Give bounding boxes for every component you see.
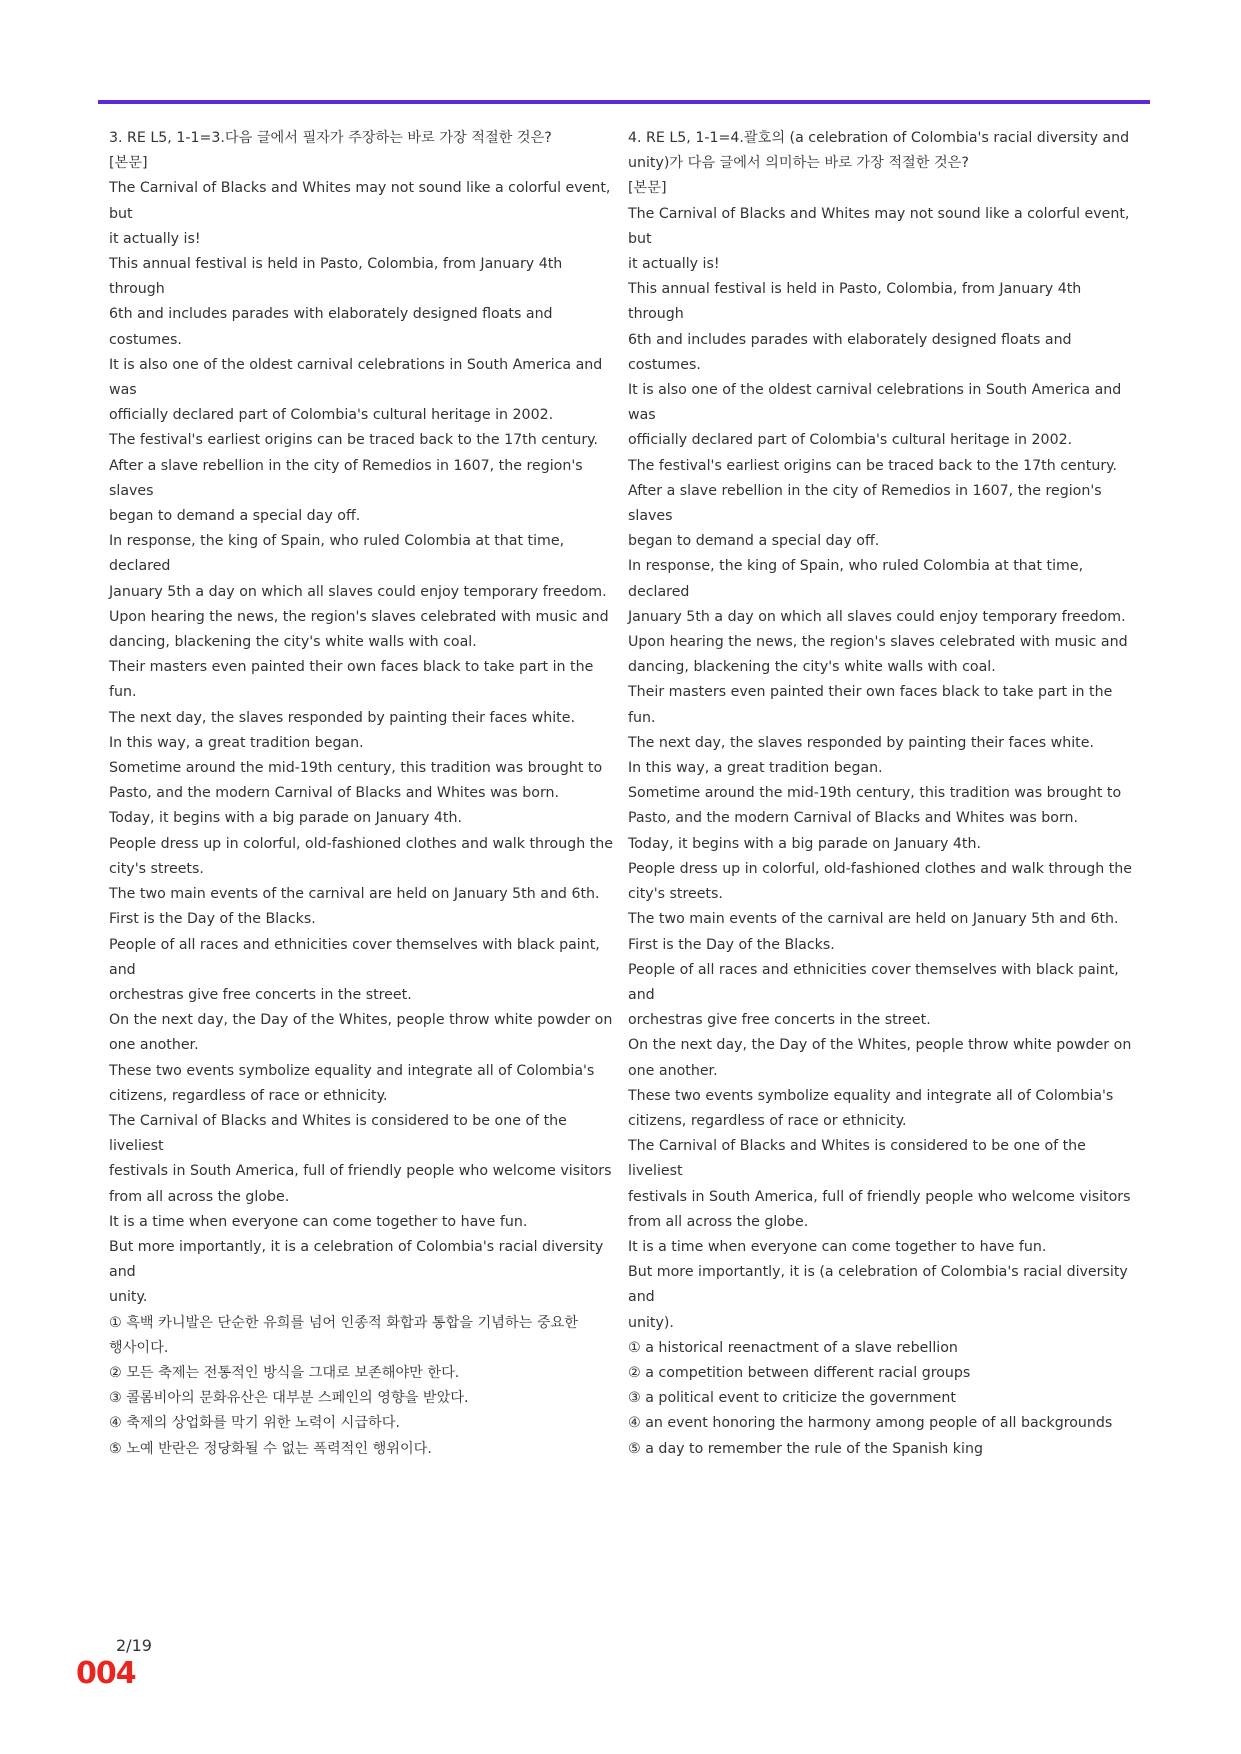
question-4-line: The two main events of the carnival are held on January 5th and 6th. xyxy=(628,911,1119,928)
question-4-line: First is the Day of the Blacks. xyxy=(628,936,835,953)
question-3-line: Their masters even painted their own faces black to take part in the fun. xyxy=(109,659,598,701)
question-4-line: The Carnival of Blacks and Whites is considered to be one of the liveliest xyxy=(628,1138,1091,1180)
question-4-line: ② a competition between different racial groups xyxy=(628,1364,971,1381)
question-3-line: festivals in South America, full of friendly people who welcome visitors xyxy=(109,1163,612,1180)
question-3-line: ④ 축제의 상업화를 막기 위한 노력이 시급하다. xyxy=(109,1415,400,1432)
question-3-line: The festival's earliest origins can be traced back to the 17th century. xyxy=(109,432,599,449)
question-3-line: These two events symbolize equality and integrate all of Colombia's xyxy=(109,1062,595,1079)
question-4-line: one another. xyxy=(628,1062,718,1079)
question-3-line: January 5th a day on which all slaves could enjoy temporary freedom. xyxy=(109,583,607,600)
question-4-line: ⑤ a day to remember the rule of the Spanish king xyxy=(628,1440,983,1457)
question-3-line: [본문] xyxy=(109,155,148,172)
question-3-line: The Carnival of Blacks and Whites is considered to be one of the liveliest xyxy=(109,1112,572,1155)
question-3-line: But more importantly, it is a celebration of Colombia's racial diversity and xyxy=(109,1238,608,1281)
question-4-line: The Carnival of Blacks and Whites may not sound like a colorful event, but xyxy=(628,205,1134,247)
header-rule xyxy=(98,100,1150,104)
question-3-line: On the next day, the Day of the Whites, people throw white powder on xyxy=(109,1012,613,1029)
question-3-line: began to demand a special day off. xyxy=(109,508,361,525)
question-4-line: These two events symbolize equality and integrate all of Colombia's xyxy=(628,1087,1114,1104)
question-3-line: 6th and includes parades with elaborately designed floats and costumes. xyxy=(109,306,558,348)
question-4-line: [본문] xyxy=(628,180,667,197)
question-4-line: Today, it begins with a big parade on January 4th. xyxy=(628,835,981,852)
question-4-line: It is a time when everyone can come together to have fun. xyxy=(628,1238,1047,1255)
question-4-line: ④ an event honoring the harmony among people of all backgrounds xyxy=(628,1415,1113,1432)
question-3-line: unity. xyxy=(109,1289,148,1306)
question-4-line: The festival's earliest origins can be traced back to the 17th century. xyxy=(628,457,1118,474)
question-4-line: festivals in South America, full of friendly people who welcome visitors xyxy=(628,1188,1131,1205)
question-4-line: On the next day, the Day of the Whites, people throw white powder on xyxy=(628,1037,1132,1054)
question-4-line: After a slave rebellion in the city of Remedios in 1607, the region's slaves xyxy=(628,482,1107,525)
question-3-line: After a slave rebellion in the city of Remedios in 1607, the region's slaves xyxy=(109,457,588,499)
question-4-line: Their masters even painted their own faces black to take part in the fun. xyxy=(628,684,1117,726)
question-4-line: But more importantly, it is (a celebration of Colombia's racial diversity and xyxy=(628,1264,1133,1306)
question-4-line: People dress up in colorful, old-fashioned clothes and walk through the xyxy=(628,860,1133,877)
question-3-line: People dress up in colorful, old-fashioned clothes and walk through the xyxy=(109,835,614,852)
question-4-column xyxy=(628,126,1138,1462)
question-3-line: it actually is! xyxy=(109,230,201,247)
question-3-line: Sometime around the mid-19th century, this tradition was brought to xyxy=(109,760,603,777)
question-3-line: Pasto, and the modern Carnival of Blacks and Whites was born. xyxy=(109,785,560,802)
question-3-line: This annual festival is held in Pasto, Colombia, from January 4th through xyxy=(109,256,567,298)
question-3-line: In response, the king of Spain, who ruled Colombia at that time, declared xyxy=(109,533,569,575)
question-4-line: began to demand a special day off. xyxy=(628,533,880,550)
question-4-line: Sometime around the mid-19th century, this tradition was brought to xyxy=(628,785,1122,802)
question-4-line: It is also one of the oldest carnival celebrations in South America and was xyxy=(628,382,1126,424)
question-3-line: ② 모든 축제는 전통적인 방식을 그대로 보존해야만 한다. xyxy=(109,1364,460,1381)
question-3-line: ③ 콜롬비아의 문화유산은 대부분 스페인의 영향을 받았다. xyxy=(109,1390,469,1407)
question-3-line: citizens, regardless of race or ethnicity. xyxy=(109,1087,388,1104)
question-4-line: 6th and includes parades with elaborately designed floats and costumes. xyxy=(628,331,1077,373)
question-4-line: citizens, regardless of race or ethnicity. xyxy=(628,1112,907,1129)
question-4-line: ① a historical reenactment of a slave rebellion xyxy=(628,1339,958,1356)
question-3-line: orchestras give free concerts in the street. xyxy=(109,986,412,1003)
question-4-line: This annual festival is held in Pasto, Colombia, from January 4th through xyxy=(628,281,1086,323)
question-3-column xyxy=(109,126,619,1462)
question-4-line: city's streets. xyxy=(628,886,723,903)
question-3-line: First is the Day of the Blacks. xyxy=(109,911,316,928)
question-3-line: city's streets. xyxy=(109,860,204,877)
question-3-line: ⑤ 노예 반란은 정당화될 수 없는 폭력적인 행위이다. xyxy=(109,1440,432,1457)
page-indicator: 2/19 xyxy=(116,1636,152,1655)
question-4-line: ③ a political event to criticize the government xyxy=(628,1390,956,1407)
question-3-line: The Carnival of Blacks and Whites may not sound like a colorful event, but xyxy=(109,180,615,222)
question-3-line: one another. xyxy=(109,1037,199,1054)
question-3-line: 3. RE L5, 1-1=3.다음 글에서 필자가 주장하는 바로 가장 적절한 것은? xyxy=(109,130,552,146)
question-3-line: 행사이다. xyxy=(109,1339,169,1356)
question-4-line: The next day, the slaves responded by painting their faces white. xyxy=(628,734,1094,751)
question-4-line: unity). xyxy=(628,1314,674,1331)
question-4-line: 4. RE L5, 1-1=4.괄호의 (a celebration of Colombia's racial diversity and xyxy=(628,130,1130,146)
question-3-line: The two main events of the carnival are held on January 5th and 6th. xyxy=(109,886,600,903)
question-3-line: from all across the globe. xyxy=(109,1188,290,1205)
question-3-line: Upon hearing the news, the region's slaves celebrated with music and xyxy=(109,608,609,625)
question-4-line: Upon hearing the news, the region's slaves celebrated with music and xyxy=(628,634,1128,651)
question-4-line: officially declared part of Colombia's cultural heritage in 2002. xyxy=(628,432,1073,449)
question-4-line: Pasto, and the modern Carnival of Blacks and Whites was born. xyxy=(628,810,1079,827)
question-4-line: orchestras give free concerts in the street. xyxy=(628,1012,931,1029)
question-3-line: Today, it begins with a big parade on January 4th. xyxy=(109,810,462,827)
question-4-line: unity)가 다음 글에서 의미하는 바로 가장 적절한 것은? xyxy=(628,155,969,172)
question-4-line: January 5th a day on which all slaves could enjoy temporary freedom. xyxy=(628,608,1126,625)
question-3-line: In this way, a great tradition began. xyxy=(109,734,364,751)
question-3-line: The next day, the slaves responded by painting their faces white. xyxy=(109,709,575,726)
question-3-line: dancing, blackening the city's white walls with coal. xyxy=(109,634,477,651)
question-4-line: In this way, a great tradition began. xyxy=(628,760,883,777)
question-4-line: from all across the globe. xyxy=(628,1213,809,1230)
question-4-line: People of all races and ethnicities cover themselves with black paint, and xyxy=(628,961,1124,1003)
document-number: 004 xyxy=(76,1656,136,1691)
question-3-line: People of all races and ethnicities cover themselves with black paint, and xyxy=(109,936,605,978)
question-3-line: It is also one of the oldest carnival celebrations in South America and was xyxy=(109,356,607,399)
question-3-line: ① 흑백 카니발은 단순한 유희를 넘어 인종적 화합과 통합을 기념하는 중요한 xyxy=(109,1314,578,1331)
question-4-line: In response, the king of Spain, who ruled Colombia at that time, declared xyxy=(628,558,1088,600)
question-3-line: It is a time when everyone can come together to have fun. xyxy=(109,1213,528,1230)
question-4-line: dancing, blackening the city's white walls with coal. xyxy=(628,659,996,676)
question-3-line: officially declared part of Colombia's cultural heritage in 2002. xyxy=(109,407,554,424)
question-4-line: it actually is! xyxy=(628,256,720,273)
